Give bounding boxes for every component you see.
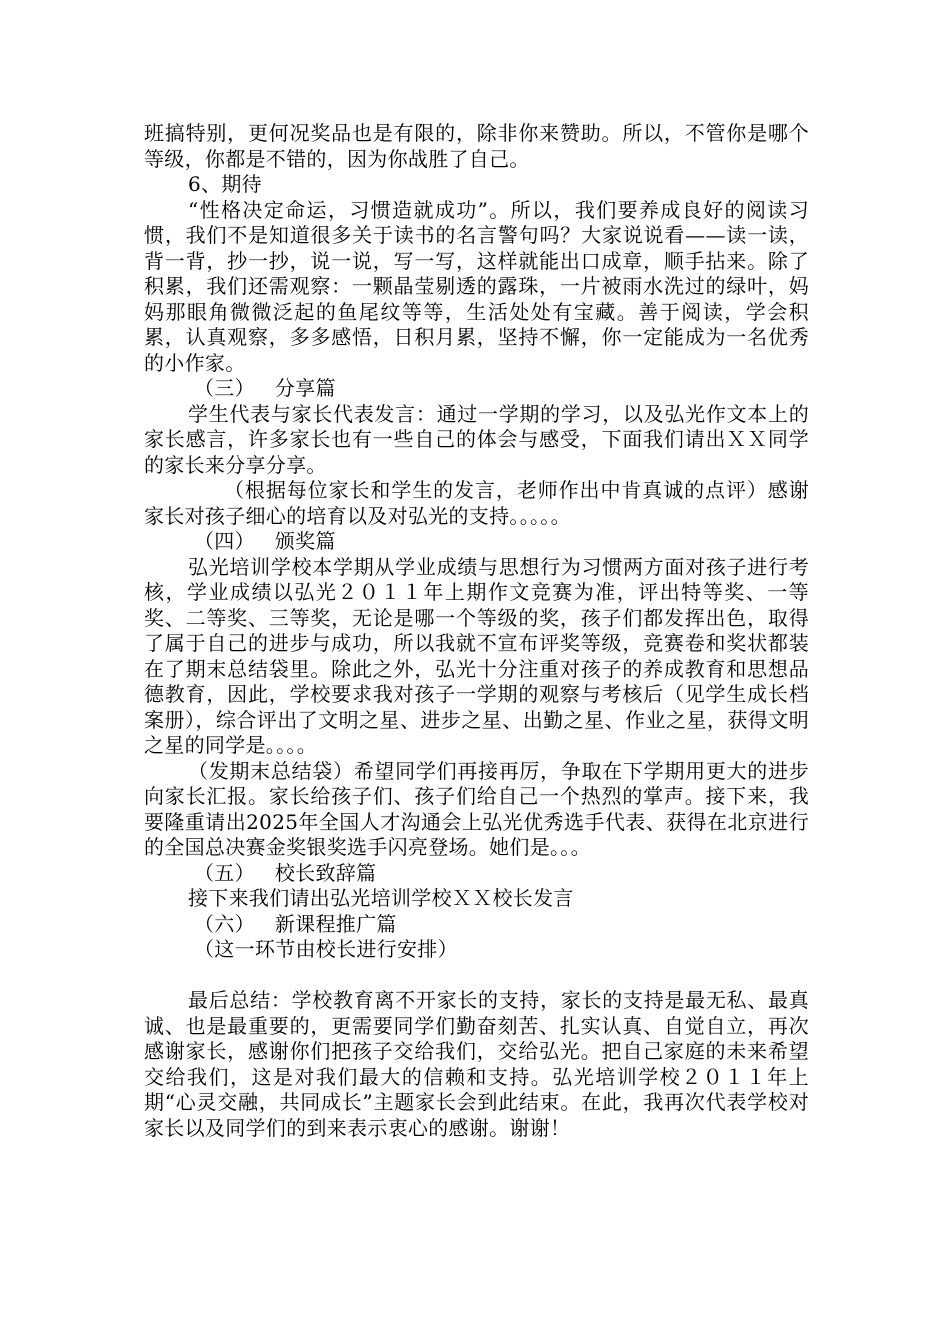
- section-heading-new-course: （六） 新课程推广篇: [194, 911, 397, 936]
- paragraph-awards-details: 弘光培训学校本学期从学业成绩与思想行为习惯两方面对孩子进行考核，学业成绩以弘光２０１１年上期作文竞赛为准，评出特等奖、一等奖、二等奖、三等奖，无论是哪一个等级的奖，孩子们都发挥出色，取得了属于自己的进步与成功，所以我就不宣布评奖等级，竞赛卷和奖状都装在了期末总结袋里。除此之外，弘光十分注重对孩子的养成教育和思想品德教育，因此，学校要求我对孩子一学期的观察与考核后（见学生成长档案册），综合评出了文明之星、进步之星、出勤之星、作业之星，获得文明之星的同学是。。。。: [144, 554, 809, 757]
- section-heading-principal-speech: （五） 校长致辞篇: [194, 860, 377, 885]
- paragraph-principal-intro: 接下来我们请出弘光培训学校ＸＸ校长发言: [188, 886, 574, 910]
- paragraph-summary-bags: （发期末总结袋）希望同学们再接再厉，争取在下学期用更大的进步向家长汇报。家长给孩子们、孩子们给自己一个热烈的掌声。接下来，我要隆重请出2025年全国人才沟通会上弘光优秀选手代表、获得在北京进行的全国总决赛金奖银奖选手闪亮登场。她们是。。。: [144, 758, 809, 859]
- paragraph-parent-speech: 学生代表与家长代表发言：通过一学期的学习，以及弘光作文本上的家长感言，许多家长也有一些自己的体会与感受，下面我们请出ＸＸ同学的家长来分享分享。: [144, 401, 809, 477]
- document-body: [144, 121, 809, 1141]
- blank-line: [144, 963, 809, 989]
- paragraph-final-summary: 最后总结：学校教育离不开家长的支持，家长的支持是最无私、最真诚、也是最重要的，更需要同学们勤奋刻苦、扎实认真、自觉自立，再次感谢家长，感谢你们把孩子交给我们，交给弘光。把自己家庭的未来希望交给我们，这是对我们最大的信赖和支持。弘光培训学校２０１１年上期“心灵交融，共同成长”主题家长会到此结束。在此，我再次代表学校对家长以及同学们的到来表示衷心的感谢。谢谢！: [144, 988, 809, 1140]
- paragraph-teacher-comment: （根据每位家长和学生的发言，老师作出中肯真诚的点评）感谢家长对孩子细心的培育以及对弘光的支持。。。。。: [144, 478, 809, 528]
- paragraph-awards-continuation: 班搞特别，更何况奖品也是有限的，除非你来赞助。所以，不管你是哪个等级，你都是不错的，因为你战胜了自己。: [144, 121, 809, 171]
- paragraph-principal-arrangement: （这一环节由校长进行安排）: [194, 937, 458, 961]
- paragraph-reading-habits: “性格决定命运，习惯造就成功”。所以，我们要养成良好的阅读习惯，我们不是知道很多关于读书的名言警句吗？大家说说看——读一读，背一背，抄一抄，说一说，写一写，这样就能出口成章，顺手拈来。除了积累，我们还需观察：一颗晶莹剔透的露珠，一片被雨水洗过的绿叶，妈妈那眼角微微泛起的鱼尾纹等等，生活处处有宝藏。善于阅读，学会积累，认真观察，多多感悟，日积月累，坚持不懈，你一定能成为一名优秀的小作家。: [144, 197, 809, 375]
- subheading-expectation: 6、期待: [188, 172, 262, 196]
- section-heading-sharing: （三） 分享篇: [194, 376, 336, 400]
- section-heading-awards: （四） 颁奖篇: [194, 529, 336, 553]
